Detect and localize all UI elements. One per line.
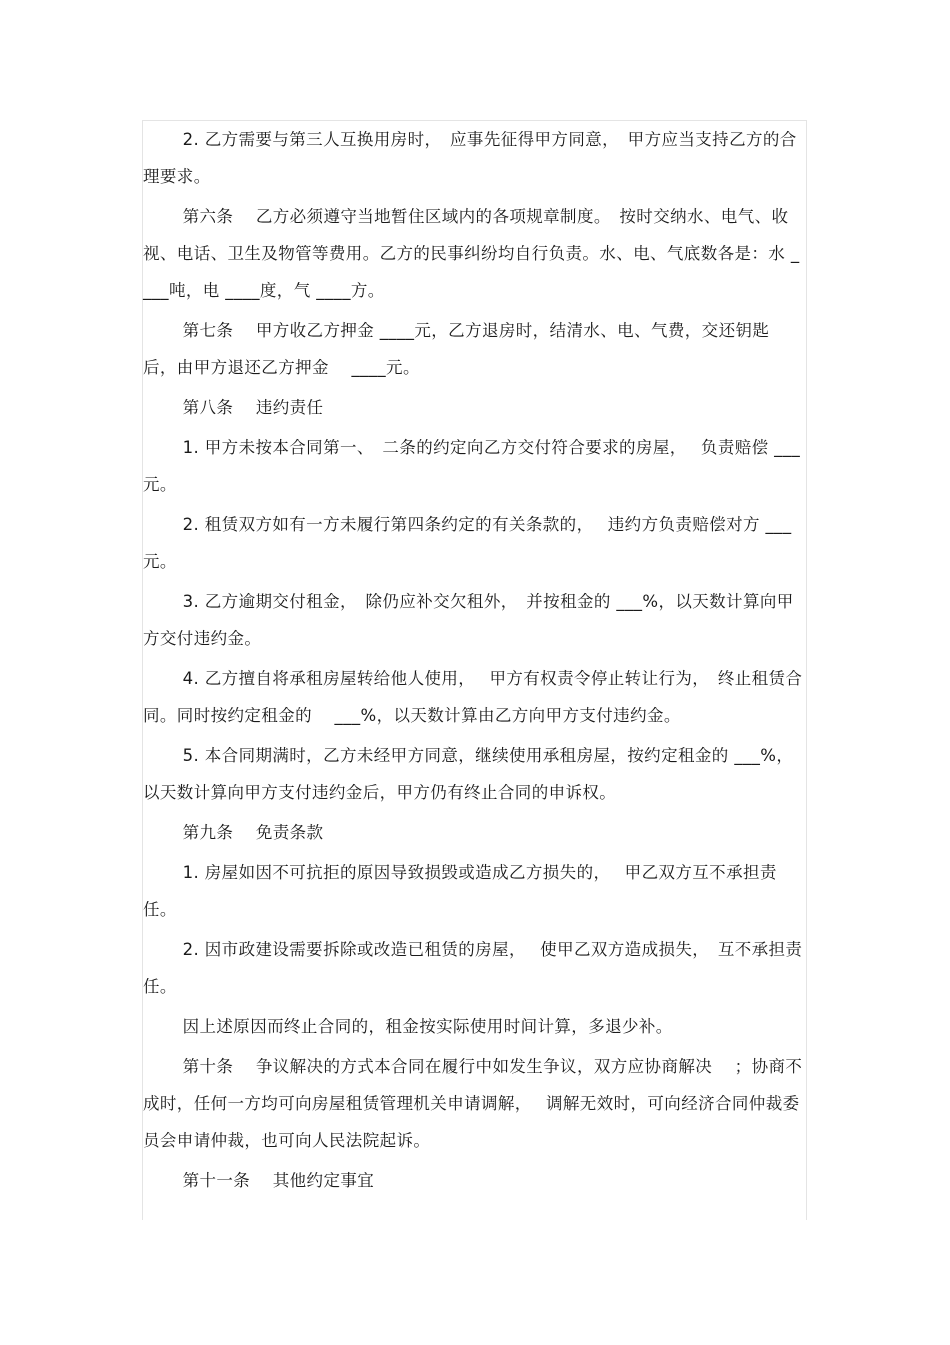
article-9-note: 因上述原因而终止合同的，租金按实际使用时间计算，多退少补。 [182, 1017, 673, 1036]
article-8-heading: 第八条 违约责任 [182, 398, 324, 417]
document-body [143, 121, 803, 1202]
article-8-item-1: 1. 甲方未按本合同第一、 二条的约定向乙方交付符合要求的房屋， 负责赔偿 ___元。 [143, 438, 801, 494]
article-10: 第十条 争议解决的方式本合同在履行中如发生争议，双方应协商解决 ；协商不成时，任何一方均可向房屋租赁管理机关申请调解， 调解无效时，可向经济合同仲裁委员会申请仲裁，也可向人民法院起诉。 [143, 1057, 803, 1150]
article-8-item-3: 3. 乙方逾期交付租金， 除仍应补交欠租外， 并按租金的 ___%，以天数计算向甲方交付违约金。 [143, 592, 794, 648]
article-9-heading: 第九条 免责条款 [182, 823, 324, 842]
article-6: 第六条 乙方必须遵守当地暂住区域内的各项规章制度。 按时交纳水、电气、收视、电话、卫生及物管等费用。乙方的民事纠纷均自行负责。水、电、气底数各是：水 ____吨，电 ____度，气 ____方。 [143, 207, 800, 300]
clause-5-item-2: 2. 乙方需要与第三人互换用房时， 应事先征得甲方同意， 甲方应当支持乙方的合理要求。 [143, 130, 797, 186]
article-11-heading: 第十一条 其他约定事宜 [182, 1171, 375, 1190]
article-7: 第七条 甲方收乙方押金 ____元，乙方退房时，结清水、电、气费，交还钥匙后，由甲方退还乙方押金 ____元。 [143, 321, 770, 377]
article-8-item-2: 2. 租赁双方如有一方未履行第四条约定的有关条款的， 违约方负责赔偿对方 ___元。 [143, 515, 792, 571]
article-8-item-4: 4. 乙方擅自将承租房屋转给他人使用， 甲方有权责令停止转让行为， 终止租赁合同。同时按约定租金的 ___%，以天数计算由乙方向甲方支付违约金。 [143, 669, 803, 725]
article-9-item-1: 1. 房屋如因不可抗拒的原因导致损毁或造成乙方损失的， 甲乙双方互不承担责任。 [143, 863, 777, 919]
article-9-item-2: 2. 因市政建设需要拆除或改造已租赁的房屋， 使甲乙双方造成损失， 互不承担责任。 [143, 940, 803, 996]
article-8-item-5: 5. 本合同期满时，乙方未经甲方同意，继续使用承租房屋，按约定租金的 ___%，以天数计算向甲方支付违约金后，甲方仍有终止合同的申诉权。 [143, 746, 794, 802]
